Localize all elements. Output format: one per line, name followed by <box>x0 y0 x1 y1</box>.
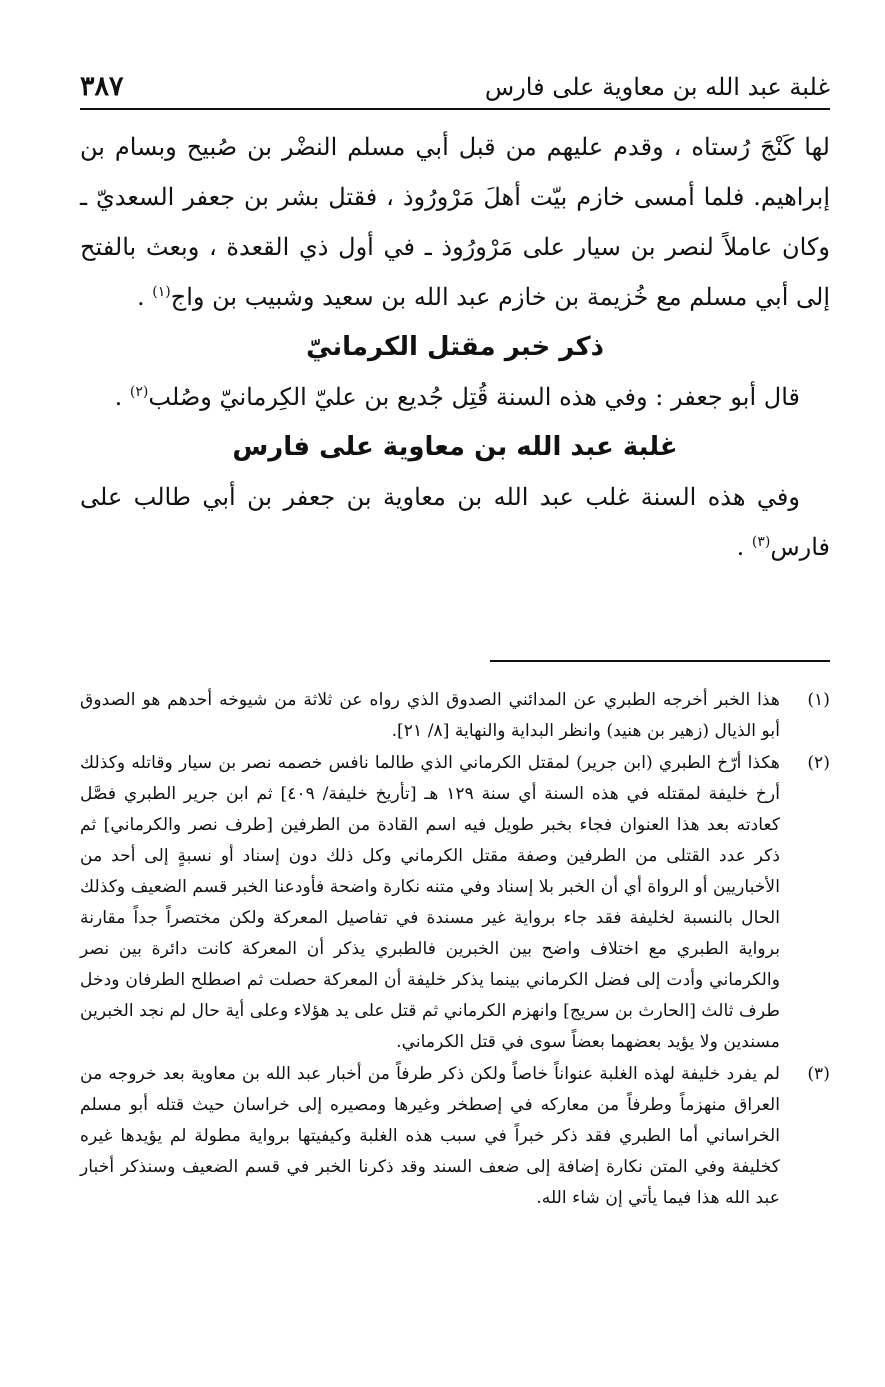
main-text <box>80 122 830 572</box>
footnote-text: هكذا أرّخ الطبري (ابن جرير) لمقتل الكرماني الذي طالما نافس خصمه نصر بن سيار وقاتله وكذلك أرخ خليفة لمقتله في هذه السنة أي سنة ١٢٩ هـ [تأريخ خليفة/ ٤٠٩] ثم ابن جرير الطبري فصَّل كعادته بعد هذا العنوان فجاء بخبر طويل فيه اسم القادة من الطرفين [طرف نصر والكرماني] ثم ذكر عدد القتلى من الطرفين وصفة مقتل الكرماني وكل ذلك دون إسناد أو نسبةٍ إلى أحد من الأخباريين أو الرواة أي أن الخبر بلا إسناد وفي متنه نكارة واضحة فأودعنا الخبر قسم الضعيف وكذلك الحال بالنسبة لخليفة فقد جاء برواية غير مسندة في تفاصيل المعركة ولكن مختصراً جداً مقارنة برواية الطبري مع اختلاف واضح بين الخبرين فالطبري يذكر أن المعركة كانت دائرة بين نصر والكرماني وأدت إلى فضل الكرماني بينما يذكر خليفة أن المعركة حصلت ثم اصطلح الطرفان ودخل طرف ثالث [الحارث بن سريج] وانهزم الكرماني ثم قتل على يد هؤلاء وعلى أية حال لم نجد الخبرين مسندين ولا يؤيد بعضهما بعضاً سوى في قتل الكرماني. <box>80 753 781 1052</box>
footnote-number: (١) <box>807 690 830 710</box>
footnote-number: (٢) <box>807 753 830 773</box>
paragraph-fars <box>80 472 830 572</box>
footnote-item <box>80 1059 830 1214</box>
footnote-text: هذا الخبر أخرجه الطبري عن المدائني الصدوق الذي رواه عن ثلاثة من شيوخه أحدهم هو الصدوق أبو الذيال (زهير بن هنيد) وانظر البداية والنهاية [٨/ ٢١]. <box>80 690 780 741</box>
footnote-ref-1[interactable]: (١) <box>152 284 171 300</box>
paragraph-continuation <box>80 122 830 322</box>
paragraph-text: لها كَنْجَ رُستاه ، وقدم عليهم من قبل أبي مسلم النضْر بن صُبيح وبسام بن إبراهيم. فلما أمسى خازم بيّت أهلَ مَرْورُوذ ، فقتل بشر بن جعفر السعديّ ـ وكان عاملاً لنصر بن سيار على مَرْورُوذ ـ في أول ذي القعدة ، وبعث بالفتح إلى أبي مسلم مع خُزيمة بن خازم عبد الله بن سعيد وشبيب بن واج <box>80 133 830 311</box>
paragraph-end: . <box>736 533 752 561</box>
page-header <box>80 60 830 104</box>
section-heading-fars: غلبة عبد الله بن معاوية على فارس <box>232 432 678 462</box>
footnote-ref-2[interactable]: (٢) <box>129 384 149 400</box>
footnote-ref-3[interactable]: (٣) <box>751 534 771 550</box>
footnote-number: (٣) <box>807 1064 830 1084</box>
footnote-item <box>80 685 830 747</box>
paragraph-text: وفي هذه السنة غلب عبد الله بن معاوية بن جعفر بن أبي طالب على فارس <box>80 483 830 561</box>
footnote-item <box>80 748 830 1058</box>
paragraph-end: . <box>114 383 130 411</box>
footnotes <box>80 685 830 1215</box>
footnote-separator <box>490 660 830 662</box>
footnote-text: لم يفرد خليفة لهذه الغلبة عنواناً خاصاً ولكن ذكر طرفاً من أخبار عبد الله بن معاوية بعد خروجه من العراق منهزماً وطرفاً من معاركه في إصطخر وغيرها ومصيره إلى خراسان حيث قتله أبو مسلم الخراساني أما الطبري فقد ذكر خبراً في سبب هذه الغلبة وكيفيتها برواية مطولة لم يؤيدها غيره كخليفة وفي المتن نكارة إضافة إلى ضعف السند وقد ذكرنا الخبر في قسم الضعيف وسنذكر أخبار عبد الله هذا فيما يأتي إن شاء الله. <box>80 1064 780 1208</box>
paragraph-text: قال أبو جعفر : وفي هذه السنة قُتِل جُديع بن عليّ الكِرمانيّ وصُلب <box>148 383 800 411</box>
paragraph-karmani <box>80 372 830 422</box>
running-title: غلبة عبد الله بن معاوية على فارس <box>484 73 830 101</box>
page-number: ٣٨٧ <box>80 71 124 102</box>
paragraph-end: . <box>137 283 153 311</box>
section-heading-karmani: ذكر خبر مقتل الكرمانيّ <box>306 332 604 362</box>
header-rule <box>80 108 830 110</box>
